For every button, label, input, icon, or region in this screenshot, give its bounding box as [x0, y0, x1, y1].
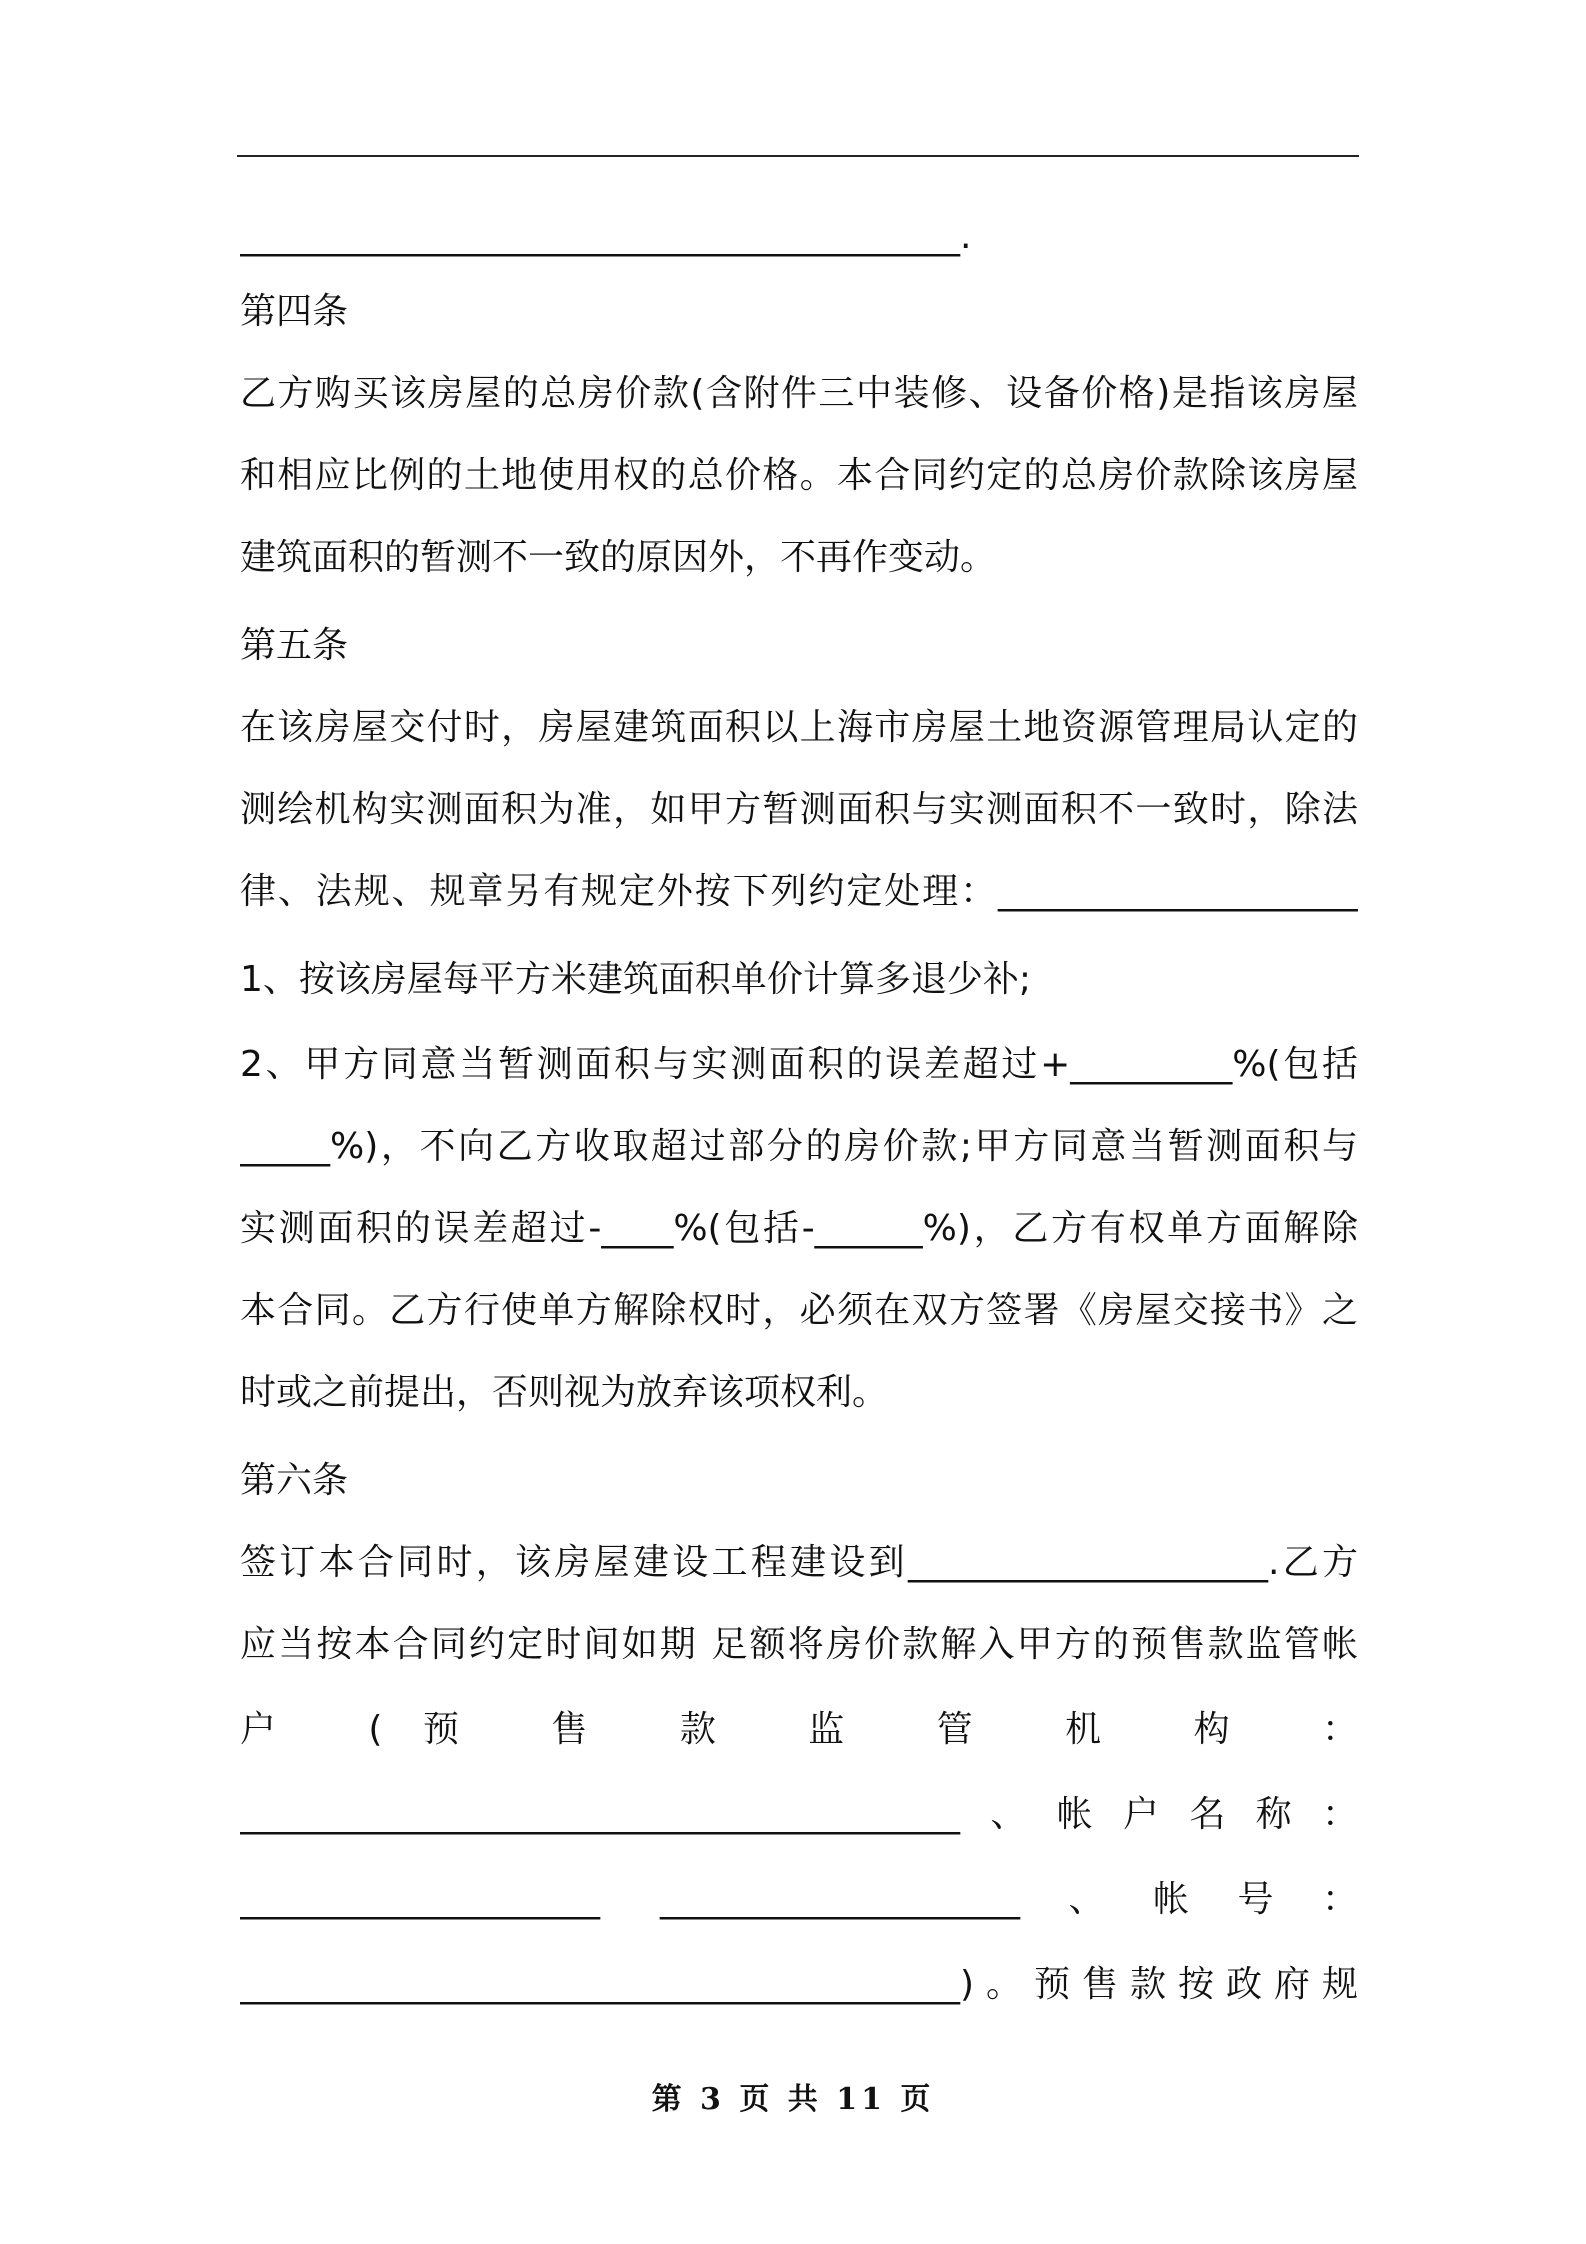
article-5-item-1: 1、按该房屋每平方米建筑面积单价计算多退少补; [240, 959, 1032, 1000]
article-5-text-line-1: 在该房屋交付时，房屋建筑面积以上海市房屋土地资源管理局认定的 [240, 707, 1358, 748]
article-5-heading: 第五条 [240, 625, 349, 666]
article-6-heading: 第六条 [240, 1460, 349, 1501]
article-6-text-line-2: 应当按本合同约定时间如期 足额将房价款解入甲方的预售款监管帐 [240, 1624, 1358, 1665]
article-6-text-line-1: 签订本合同时，该房屋建设工程建设到____________________.乙方 [240, 1542, 1358, 1583]
article-5-item-2-line-3: 实测面积的误差超过-____%(包括-______%)，乙方有权单方面解除 [240, 1208, 1358, 1249]
article-5-text-line-3: 律、法规、规章另有规定外按下列约定处理：____________________ [240, 871, 1358, 912]
header-rule [237, 155, 1359, 157]
page-number: 第 3 页 共 11 页 [651, 2082, 935, 2117]
article-4-text-line-3: 建筑面积的暂测不一致的原因外，不再作变动。 [240, 537, 997, 578]
article-5-item-2-line-1: 2、甲方同意当暂测面积与实测面积的误差超过+_________%(包括 [240, 1044, 1358, 1085]
article-5-text-line-2: 测绘机构实测面积为准，如甲方暂测面积与实测面积不一致时，除法 [240, 789, 1358, 830]
article-6-text-line-5: ____________________ ____________________、帐号： [240, 1879, 1358, 1920]
article-4-text-line-1: 乙方购买该房屋的总房价款(含附件三中装修、设备价格)是指该房屋 [240, 373, 1358, 414]
blank-line: ________________________________________. [240, 216, 972, 257]
article-4-heading: 第四条 [240, 291, 349, 332]
article-6-text-line-6: ________________________________________)。预售款按政府规 [240, 1964, 1358, 2005]
article-4-text-line-2: 和相应比例的土地使用权的总价格。本合同约定的总房价款除该房屋 [240, 455, 1358, 496]
article-5-item-2-line-5: 时或之前提出，否则视为放弃该项权利。 [240, 1372, 889, 1413]
article-5-item-2-line-2: _____%)，不向乙方收取超过部分的房价款;甲方同意当暂测面积与 [240, 1126, 1358, 1167]
article-6-text-line-4: ________________________________________、帐户名称： [240, 1794, 1358, 1835]
article-6-text-line-3: 户 (预 售 款 监 管 机 构 ： [240, 1709, 1358, 1750]
article-5-item-2-line-4: 本合同。乙方行使单方解除权时，必须在双方签署《房屋交接书》之 [240, 1290, 1358, 1331]
